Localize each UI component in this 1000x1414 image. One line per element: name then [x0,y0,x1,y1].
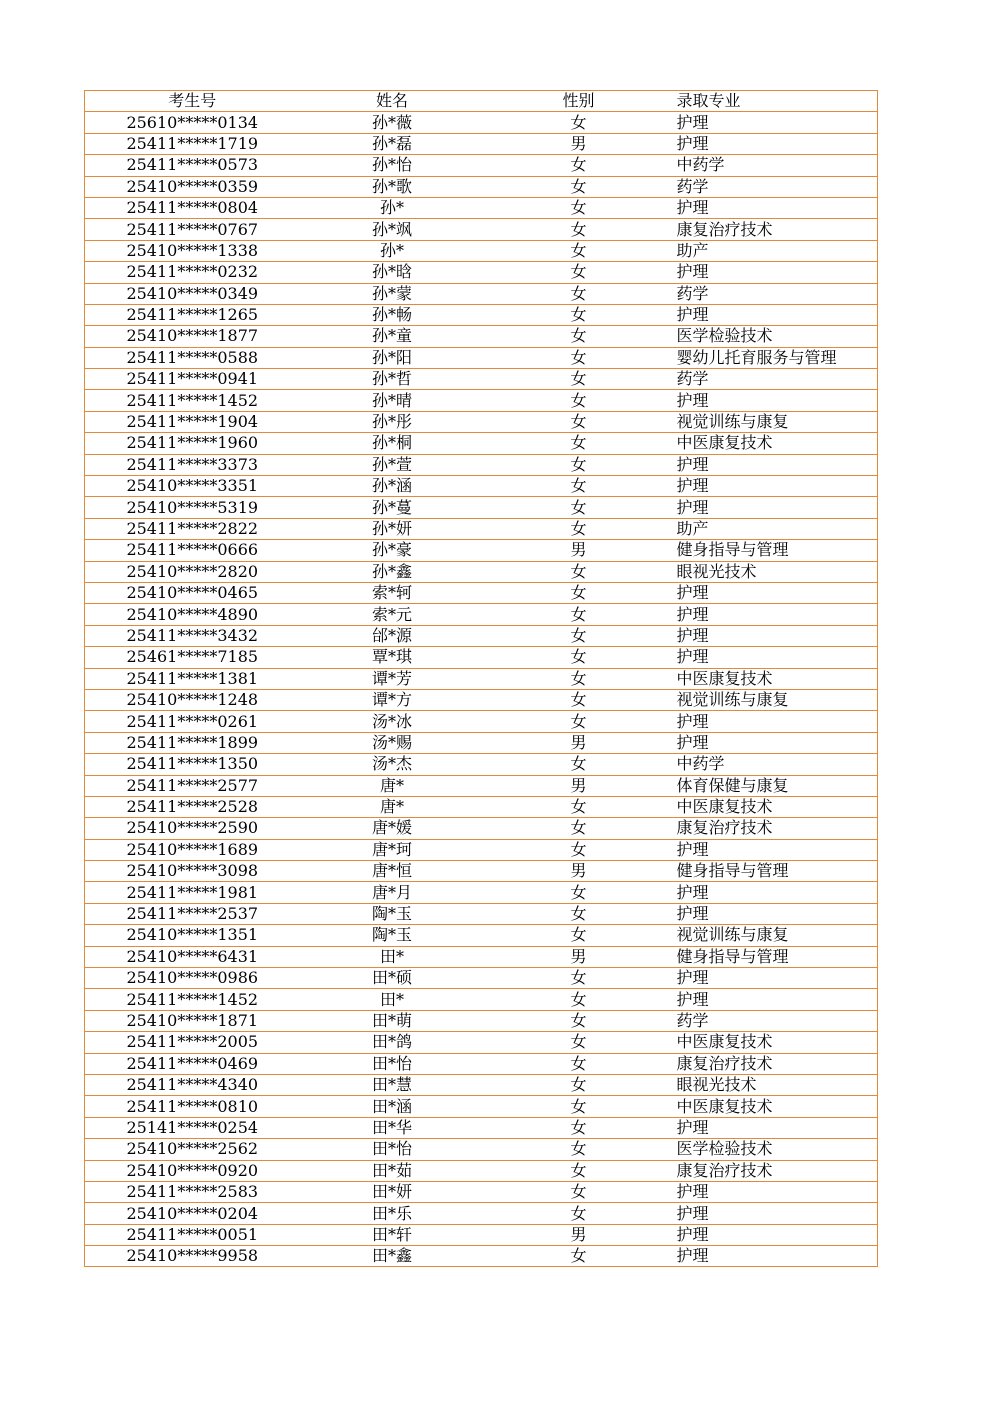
cell-gender: 女 [485,326,673,347]
cell-exam-number: 25411*****3373 [85,454,300,475]
cell-exam-number: 25411*****2528 [85,796,300,817]
cell-gender: 女 [485,347,673,368]
cell-name: 孙*蔓 [300,497,485,518]
table-row [85,1224,878,1245]
cell-major: 助产 [673,518,878,539]
cell-name: 孙*薇 [300,112,485,133]
cell-major: 药学 [673,283,878,304]
header-major: 录取专业 [673,91,878,112]
table-row [85,668,878,689]
cell-major: 护理 [673,1224,878,1245]
cell-name: 孙*鑫 [300,561,485,582]
table-row [85,262,878,283]
cell-gender: 女 [485,240,673,261]
table-row [85,454,878,475]
cell-major: 中医康复技术 [673,1032,878,1053]
cell-name: 田*怡 [300,1139,485,1160]
cell-name: 孙*妍 [300,518,485,539]
cell-major: 护理 [673,732,878,753]
cell-name: 唐*恒 [300,861,485,882]
cell-exam-number: 25410*****0349 [85,283,300,304]
table-row [85,732,878,753]
cell-gender: 女 [485,1181,673,1202]
table-row [85,925,878,946]
cell-exam-number: 25411*****1381 [85,668,300,689]
cell-gender: 女 [485,454,673,475]
admission-table-body [85,91,878,1267]
cell-exam-number: 25410*****5319 [85,497,300,518]
cell-major: 中药学 [673,155,878,176]
header-name: 姓名 [300,91,485,112]
cell-exam-number: 25461*****7185 [85,647,300,668]
cell-gender: 女 [485,818,673,839]
cell-gender: 女 [485,1074,673,1095]
cell-name: 田* [300,946,485,967]
cell-name: 孙*彤 [300,411,485,432]
cell-gender: 女 [485,668,673,689]
table-row [85,304,878,325]
cell-gender: 女 [485,304,673,325]
cell-exam-number: 25411*****1350 [85,754,300,775]
table-row [85,1139,878,1160]
cell-name: 田*轩 [300,1224,485,1245]
cell-name: 田*萌 [300,1010,485,1031]
cell-exam-number: 25411*****0261 [85,711,300,732]
cell-gender: 女 [485,1117,673,1138]
cell-exam-number: 25411*****0232 [85,262,300,283]
cell-exam-number: 25411*****3432 [85,625,300,646]
cell-gender: 男 [485,775,673,796]
cell-gender: 女 [485,476,673,497]
cell-major: 护理 [673,262,878,283]
cell-exam-number: 25410*****1689 [85,839,300,860]
table-row [85,775,878,796]
cell-exam-number: 25411*****2822 [85,518,300,539]
table-row [85,1010,878,1031]
table-row [85,283,878,304]
cell-exam-number: 25411*****2577 [85,775,300,796]
table-row [85,133,878,154]
cell-name: 孙* [300,197,485,218]
cell-major: 护理 [673,968,878,989]
cell-exam-number: 25411*****0941 [85,369,300,390]
table-row [85,604,878,625]
table-row [85,326,878,347]
cell-exam-number: 25411*****1899 [85,732,300,753]
cell-major: 中医康复技术 [673,796,878,817]
table-row [85,561,878,582]
cell-name: 孙*童 [300,326,485,347]
cell-gender: 女 [485,1246,673,1267]
cell-exam-number: 25411*****0810 [85,1096,300,1117]
cell-exam-number: 25410*****3098 [85,861,300,882]
cell-exam-number: 25610*****0134 [85,112,300,133]
cell-gender: 女 [485,176,673,197]
cell-exam-number: 25410*****1351 [85,925,300,946]
cell-major: 护理 [673,647,878,668]
cell-name: 田*鸽 [300,1032,485,1053]
cell-name: 唐*月 [300,882,485,903]
cell-exam-number: 25410*****1877 [85,326,300,347]
cell-gender: 女 [485,497,673,518]
cell-gender: 女 [485,283,673,304]
cell-gender: 女 [485,1139,673,1160]
cell-exam-number: 25411*****0767 [85,219,300,240]
cell-gender: 男 [485,732,673,753]
cell-major: 护理 [673,390,878,411]
cell-major: 助产 [673,240,878,261]
cell-major: 护理 [673,1117,878,1138]
cell-exam-number: 25410*****1248 [85,689,300,710]
cell-gender: 女 [485,625,673,646]
cell-major: 康复治疗技术 [673,1053,878,1074]
cell-gender: 女 [485,433,673,454]
cell-name: 孙*涵 [300,476,485,497]
table-row [85,1117,878,1138]
cell-name: 孙*畅 [300,304,485,325]
cell-gender: 男 [485,540,673,561]
cell-gender: 女 [485,582,673,603]
table-row [85,968,878,989]
cell-name: 田*华 [300,1117,485,1138]
cell-major: 视觉训练与康复 [673,925,878,946]
cell-major: 护理 [673,1181,878,1202]
cell-exam-number: 25410*****2590 [85,818,300,839]
cell-exam-number: 25411*****2537 [85,903,300,924]
cell-name: 孙*豪 [300,540,485,561]
cell-name: 谭*芳 [300,668,485,689]
table-row [85,347,878,368]
cell-major: 健身指导与管理 [673,946,878,967]
table-row [85,711,878,732]
cell-exam-number: 25411*****1719 [85,133,300,154]
table-row [85,882,878,903]
cell-gender: 女 [485,390,673,411]
cell-major: 中医康复技术 [673,668,878,689]
cell-name: 田*妍 [300,1181,485,1202]
cell-name: 汤*冰 [300,711,485,732]
table-row [85,946,878,967]
cell-major: 药学 [673,369,878,390]
cell-major: 眼视光技术 [673,1074,878,1095]
table-row [85,1032,878,1053]
header-exam-number: 考生号 [85,91,300,112]
cell-major: 护理 [673,197,878,218]
cell-name: 田*怡 [300,1053,485,1074]
cell-name: 唐*珂 [300,839,485,860]
table-row [85,647,878,668]
cell-name: 覃*琪 [300,647,485,668]
cell-major: 视觉训练与康复 [673,689,878,710]
cell-gender: 女 [485,989,673,1010]
cell-exam-number: 25410*****9958 [85,1246,300,1267]
cell-gender: 女 [485,518,673,539]
cell-gender: 女 [485,604,673,625]
table-row [85,1203,878,1224]
cell-gender: 女 [485,1160,673,1181]
cell-major: 健身指导与管理 [673,861,878,882]
cell-gender: 女 [485,369,673,390]
cell-name: 索*轲 [300,582,485,603]
table-row [85,433,878,454]
cell-exam-number: 25410*****0204 [85,1203,300,1224]
cell-major: 中医康复技术 [673,1096,878,1117]
cell-name: 孙*怡 [300,155,485,176]
cell-gender: 女 [485,561,673,582]
cell-major: 护理 [673,882,878,903]
cell-name: 汤*杰 [300,754,485,775]
cell-major: 康复治疗技术 [673,1160,878,1181]
cell-major: 护理 [673,454,878,475]
table-row [85,240,878,261]
cell-major: 护理 [673,604,878,625]
cell-major: 护理 [673,989,878,1010]
table-row [85,903,878,924]
cell-name: 田*茹 [300,1160,485,1181]
cell-gender: 男 [485,133,673,154]
cell-name: 陶*玉 [300,925,485,946]
cell-name: 孙*哲 [300,369,485,390]
cell-name: 孙*萱 [300,454,485,475]
table-row [85,540,878,561]
table-row [85,1096,878,1117]
cell-major: 眼视光技术 [673,561,878,582]
cell-name: 田*鑫 [300,1246,485,1267]
cell-major: 健身指导与管理 [673,540,878,561]
cell-gender: 女 [485,689,673,710]
cell-gender: 女 [485,754,673,775]
cell-name: 孙*桐 [300,433,485,454]
cell-gender: 女 [485,1053,673,1074]
cell-major: 康复治疗技术 [673,219,878,240]
cell-name: 汤*赐 [300,732,485,753]
table-row [85,219,878,240]
cell-gender: 男 [485,1224,673,1245]
cell-exam-number: 25141*****0254 [85,1117,300,1138]
cell-gender: 女 [485,839,673,860]
table-row [85,1160,878,1181]
cell-major: 护理 [673,625,878,646]
table-row [85,390,878,411]
table-row [85,1053,878,1074]
cell-exam-number: 25411*****1904 [85,411,300,432]
cell-exam-number: 25411*****0666 [85,540,300,561]
cell-gender: 女 [485,925,673,946]
cell-gender: 女 [485,903,673,924]
table-row [85,112,878,133]
cell-gender: 女 [485,155,673,176]
cell-gender: 女 [485,1010,673,1031]
cell-name: 田*涵 [300,1096,485,1117]
cell-exam-number: 25411*****0469 [85,1053,300,1074]
table-row [85,1246,878,1267]
cell-major: 医学检验技术 [673,326,878,347]
cell-exam-number: 25410*****0986 [85,968,300,989]
cell-gender: 女 [485,219,673,240]
cell-name: 孙*蒙 [300,283,485,304]
header-gender: 性别 [485,91,673,112]
cell-exam-number: 25410*****0465 [85,582,300,603]
cell-gender: 女 [485,647,673,668]
cell-gender: 女 [485,262,673,283]
cell-major: 中医康复技术 [673,433,878,454]
cell-exam-number: 25411*****1981 [85,882,300,903]
table-row [85,476,878,497]
table-row [85,369,878,390]
cell-gender: 女 [485,968,673,989]
cell-gender: 女 [485,1203,673,1224]
cell-major: 护理 [673,839,878,860]
table-row [85,176,878,197]
cell-name: 孙*晴 [300,390,485,411]
cell-exam-number: 25411*****0573 [85,155,300,176]
cell-name: 索*元 [300,604,485,625]
cell-major: 护理 [673,133,878,154]
cell-name: 孙*阳 [300,347,485,368]
cell-name: 孙*磊 [300,133,485,154]
cell-gender: 女 [485,796,673,817]
cell-exam-number: 25411*****4340 [85,1074,300,1095]
cell-exam-number: 25410*****1338 [85,240,300,261]
cell-exam-number: 25410*****0920 [85,1160,300,1181]
cell-name: 孙*歌 [300,176,485,197]
cell-exam-number: 25410*****4890 [85,604,300,625]
cell-major: 护理 [673,476,878,497]
cell-major: 体育保健与康复 [673,775,878,796]
cell-major: 中药学 [673,754,878,775]
cell-major: 药学 [673,176,878,197]
table-row [85,155,878,176]
table-row [85,411,878,432]
header-row [85,91,878,112]
cell-exam-number: 25411*****2583 [85,1181,300,1202]
cell-exam-number: 25411*****1265 [85,304,300,325]
cell-major: 药学 [673,1010,878,1031]
cell-name: 孙*晗 [300,262,485,283]
cell-major: 护理 [673,304,878,325]
cell-gender: 女 [485,197,673,218]
cell-exam-number: 25410*****6431 [85,946,300,967]
cell-name: 唐* [300,796,485,817]
cell-gender: 女 [485,112,673,133]
table-row [85,1074,878,1095]
cell-major: 护理 [673,582,878,603]
table-row [85,518,878,539]
cell-exam-number: 25411*****0588 [85,347,300,368]
cell-major: 护理 [673,711,878,732]
table-row [85,625,878,646]
cell-name: 孙*飒 [300,219,485,240]
cell-name: 田*慧 [300,1074,485,1095]
cell-name: 田*硕 [300,968,485,989]
cell-exam-number: 25410*****0359 [85,176,300,197]
cell-name: 唐*媛 [300,818,485,839]
cell-gender: 女 [485,711,673,732]
cell-exam-number: 25411*****0804 [85,197,300,218]
cell-name: 孙* [300,240,485,261]
cell-major: 护理 [673,1246,878,1267]
cell-major: 护理 [673,903,878,924]
cell-exam-number: 25411*****1960 [85,433,300,454]
cell-major: 康复治疗技术 [673,818,878,839]
cell-name: 陶*玉 [300,903,485,924]
cell-gender: 女 [485,882,673,903]
cell-major: 护理 [673,497,878,518]
table-row [85,197,878,218]
cell-gender: 男 [485,946,673,967]
cell-gender: 女 [485,411,673,432]
cell-exam-number: 25410*****1871 [85,1010,300,1031]
cell-exam-number: 25410*****2562 [85,1139,300,1160]
cell-name: 谭*方 [300,689,485,710]
table-row [85,689,878,710]
cell-exam-number: 25410*****2820 [85,561,300,582]
table-row [85,839,878,860]
cell-gender: 女 [485,1032,673,1053]
cell-major: 护理 [673,112,878,133]
cell-name: 邰*源 [300,625,485,646]
cell-major: 医学检验技术 [673,1139,878,1160]
cell-exam-number: 25411*****1452 [85,989,300,1010]
cell-name: 田*乐 [300,1203,485,1224]
cell-exam-number: 25410*****3351 [85,476,300,497]
table-row [85,754,878,775]
cell-name: 田* [300,989,485,1010]
cell-major: 护理 [673,1203,878,1224]
cell-exam-number: 25411*****2005 [85,1032,300,1053]
table-row [85,582,878,603]
cell-name: 唐* [300,775,485,796]
cell-gender: 男 [485,861,673,882]
table-row [85,1181,878,1202]
table-row [85,796,878,817]
table-row [85,861,878,882]
table-row [85,818,878,839]
table-row [85,497,878,518]
admission-table [84,90,878,1267]
cell-exam-number: 25411*****0051 [85,1224,300,1245]
cell-major: 婴幼儿托育服务与管理 [673,347,878,368]
cell-gender: 女 [485,1096,673,1117]
cell-exam-number: 25411*****1452 [85,390,300,411]
table-row [85,989,878,1010]
cell-major: 视觉训练与康复 [673,411,878,432]
